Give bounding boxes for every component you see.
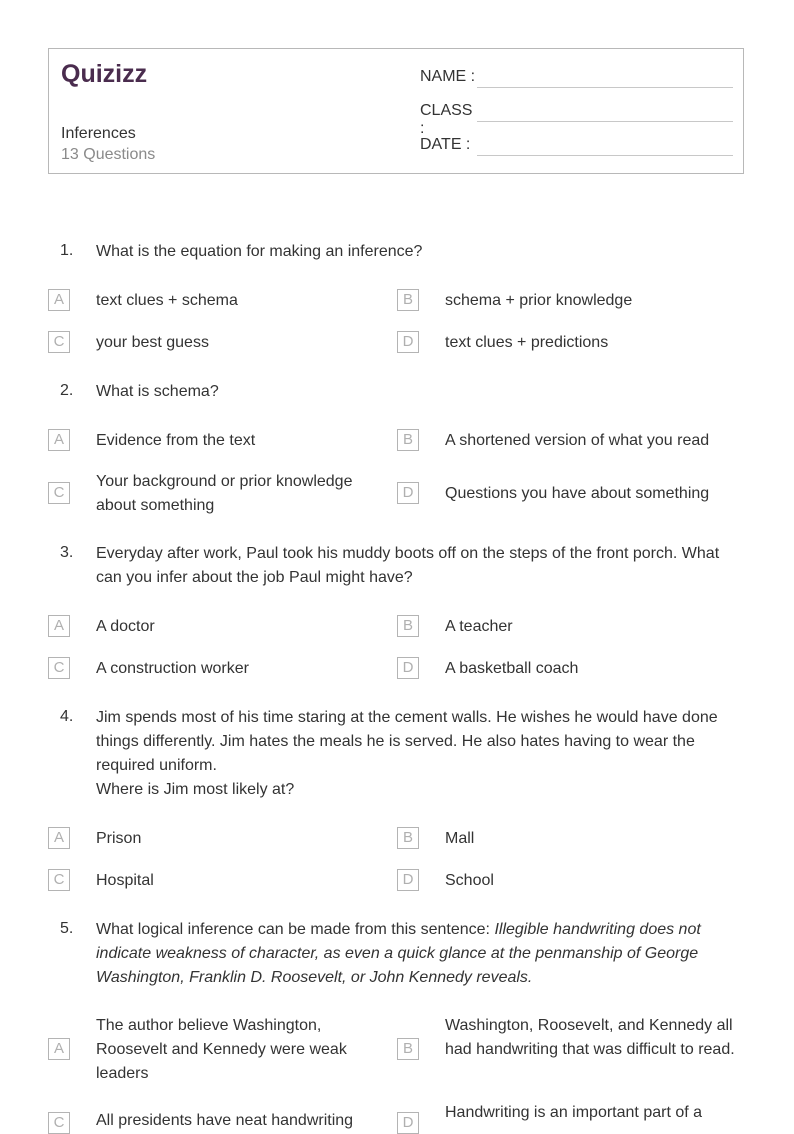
- option-letter[interactable]: D: [397, 1112, 419, 1134]
- question-text: [96, 918, 736, 990]
- question-number: 2.: [60, 382, 74, 399]
- option-letter[interactable]: C: [48, 869, 70, 891]
- question-count: 13 Questions: [61, 146, 156, 163]
- question-text: Everyday after work, Paul took his muddy boots off on the steps of the front porch. What can you infer about the job Paul might have?: [96, 545, 720, 586]
- option-letter[interactable]: D: [397, 869, 419, 891]
- question-number: 3.: [60, 544, 74, 561]
- worksheet-header: [48, 48, 744, 174]
- name-field: [420, 68, 476, 86]
- option-text: All presidents have neat handwriting: [96, 1112, 354, 1129]
- question-text-plain: What logical inference can be made from this sentence:: [96, 921, 495, 938]
- class-label: CLASS :: [420, 102, 473, 137]
- option-text: A basketball coach: [445, 660, 579, 677]
- date-field: [420, 136, 476, 154]
- option-letter[interactable]: A: [48, 615, 70, 637]
- option-text: Prison: [96, 830, 142, 847]
- option-letter[interactable]: A: [48, 1038, 70, 1060]
- question-number: 1.: [60, 242, 74, 259]
- option-text: schema + prior knowledge: [445, 292, 633, 309]
- option-text: Your background or prior knowledge about something: [96, 473, 353, 514]
- option-text: Hospital: [96, 872, 154, 889]
- question-text-part2: Where is Jim most likely at?: [96, 781, 295, 798]
- option-text: A construction worker: [96, 660, 249, 677]
- option-letter[interactable]: D: [397, 482, 419, 504]
- worksheet-title: Inferences: [61, 125, 136, 142]
- option-letter[interactable]: C: [48, 331, 70, 353]
- option-text: Questions you have about something: [445, 485, 710, 502]
- option-letter[interactable]: D: [397, 331, 419, 353]
- question-text-part1: Jim spends most of his time staring at the cement walls. He wishes he would have done things differently. Jim hates the meals he is served. He also hates having to wear the required uniform.: [96, 709, 718, 774]
- option-letter[interactable]: B: [397, 289, 419, 311]
- option-text: Mall: [445, 830, 475, 847]
- option-text: text clues + schema: [96, 292, 238, 309]
- question-number: 4.: [60, 708, 74, 725]
- name-label: NAME :: [420, 68, 476, 85]
- quizizz-logo: [61, 59, 153, 89]
- option-text: Handwriting is an important part of a: [445, 1104, 703, 1121]
- option-text: School: [445, 872, 494, 889]
- option-letter[interactable]: B: [397, 615, 419, 637]
- date-line[interactable]: [477, 155, 733, 156]
- date-label: DATE :: [420, 136, 471, 153]
- option-letter[interactable]: B: [397, 429, 419, 451]
- option-letter[interactable]: A: [48, 289, 70, 311]
- option-text: text clues + predictions: [445, 334, 609, 351]
- class-line[interactable]: [477, 121, 733, 122]
- name-line[interactable]: [477, 87, 733, 88]
- svg-text:Quizizz: Quizizz: [61, 60, 148, 88]
- option-letter[interactable]: C: [48, 657, 70, 679]
- option-text: The author believe Washington, Roosevelt and Kennedy were weak leaders: [96, 1017, 347, 1082]
- option-text: Evidence from the text: [96, 432, 256, 449]
- class-field: [420, 102, 476, 138]
- question-text: What is schema?: [96, 383, 219, 400]
- option-letter[interactable]: B: [397, 1038, 419, 1060]
- option-text: Washington, Roosevelt, and Kennedy all had handwriting that was difficult to read.: [445, 1017, 735, 1058]
- option-letter[interactable]: D: [397, 657, 419, 679]
- option-text: A doctor: [96, 618, 155, 635]
- question-number: 5.: [60, 920, 74, 937]
- option-letter[interactable]: C: [48, 482, 70, 504]
- option-letter[interactable]: A: [48, 429, 70, 451]
- question-text-quote: Illegible handwriting does not indicate weakness of character, as even a quick glance at the penmanship of George Washington, Franklin D. Roosevelt, or John Kennedy reveals.: [96, 921, 701, 986]
- option-letter[interactable]: C: [48, 1112, 70, 1134]
- option-letter[interactable]: B: [397, 827, 419, 849]
- option-text: your best guess: [96, 334, 209, 351]
- option-letter[interactable]: A: [48, 827, 70, 849]
- option-text: A shortened version of what you read: [445, 432, 710, 449]
- option-text: A teacher: [445, 618, 513, 635]
- question-text: [96, 706, 736, 802]
- question-text: What is the equation for making an inference?: [96, 243, 423, 260]
